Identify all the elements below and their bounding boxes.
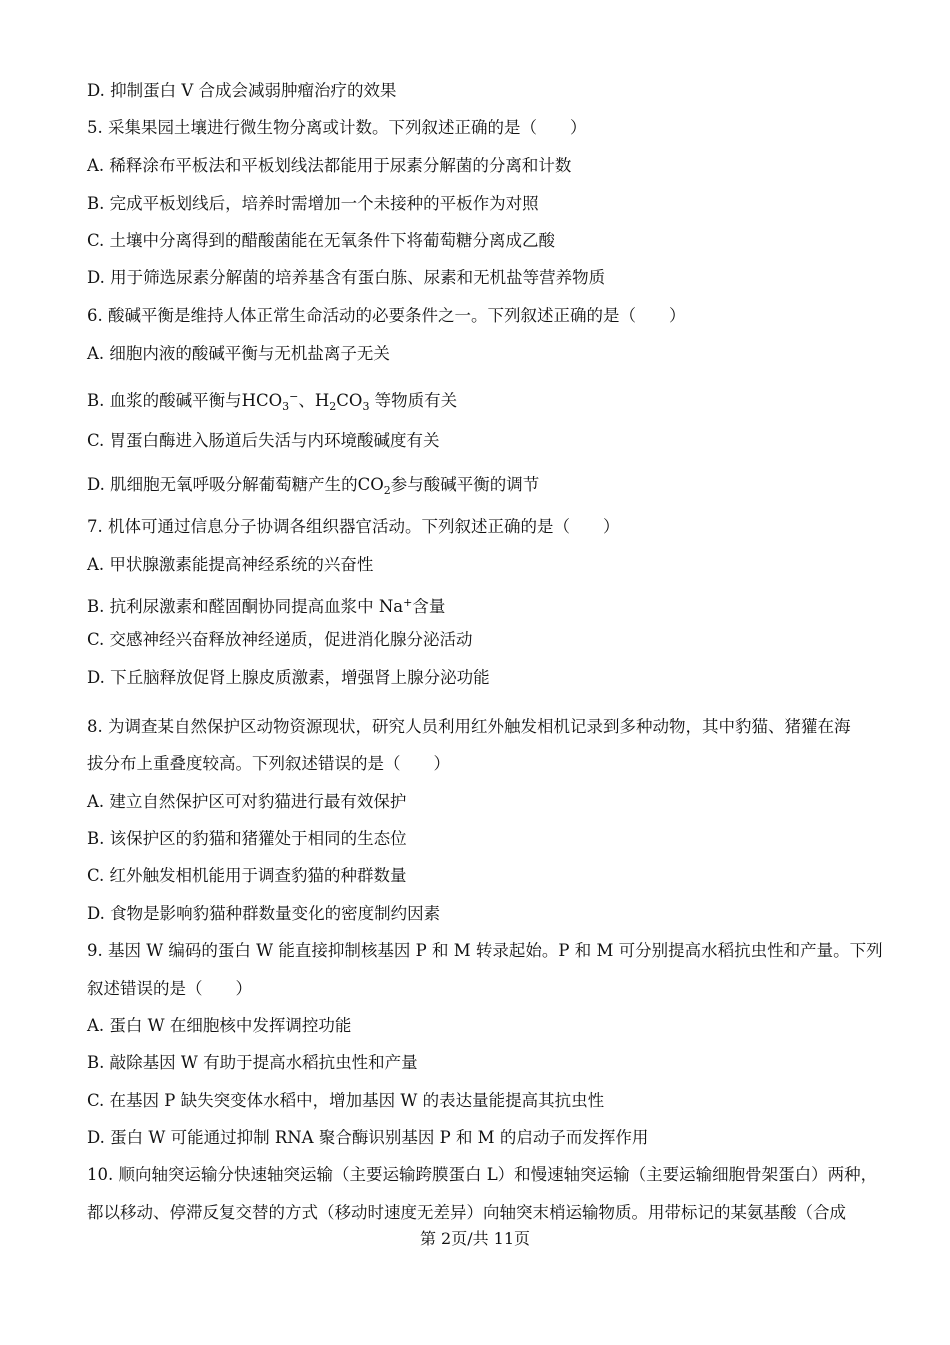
co2-formula: $CO_2$ (357, 475, 391, 497)
q8-stem-line2: 拔分布上重叠度较高。下列叙述错误的是（ ） (87, 754, 450, 773)
page-footer: 第 2页/共 11页 (419, 1229, 531, 1248)
q5-option-b: B. 完成平板划线后，培养时需增加一个未接种的平板作为对照 (87, 194, 539, 213)
q8-option-b: B. 该保护区的豹猫和猪獾处于相同的生态位 (87, 829, 407, 848)
q7-option-d: D. 下丘脑释放促肾上腺皮质激素，增强肾上腺分泌功能 (87, 668, 490, 687)
q9-option-c: C. 在基因 P 缺失突变体水稻中，增加基因 W 的表达量能提高其抗虫性 (87, 1091, 605, 1110)
q6-option-a: A. 细胞内液的酸碱平衡与无机盐离子无关 (87, 344, 390, 363)
q6-option-d (87, 474, 539, 502)
q5-option-a: A. 稀释涂布平板法和平板划线法都能用于尿素分解菌的分离和计数 (87, 156, 572, 175)
q7-option-c: C. 交感神经兴奋释放神经递质，促进消化腺分泌活动 (87, 630, 473, 649)
q6-option-b-suffix: 等物质有关 (369, 391, 458, 410)
q4-option-d: D. 抑制蛋白 V 合成会减弱肿瘤治疗的效果 (87, 81, 397, 100)
q6-option-d-prefix: D. 肌细胞无氧呼吸分解葡萄糖产生的 (87, 475, 358, 494)
q8-option-d: D. 食物是影响豹猫种群数量变化的密度制约因素 (87, 904, 441, 923)
q6-stem: 6. 酸碱平衡是维持人体正常生命活动的必要条件之一。下列叙述正确的是（ ） (87, 306, 686, 325)
q7-option-b: B. 抗利尿激素和醛固酮协同提高血浆中 Na+含量 (87, 596, 446, 616)
q5-option-d: D. 用于筛选尿素分解菌的培养基含有蛋白胨、尿素和无机盐等营养物质 (87, 268, 606, 287)
q6-option-b: B. 血浆的酸碱平衡与$HCO_3^-$、$H_2CO_3$ 等物质有关 (87, 390, 458, 413)
q6-option-d-suffix: 参与酸碱平衡的调节 (390, 475, 540, 494)
q6-option-b-prefix: B. 血浆的酸碱平衡与 (87, 391, 242, 410)
q8-option-c: C. 红外触发相机能用于调查豹猫的种群数量 (87, 866, 407, 885)
q5-option-c: C. 土壤中分离得到的醋酸菌能在无氧条件下将葡萄糖分离成乙酸 (87, 231, 556, 250)
q6-option-c: C. 胃蛋白酶进入肠道后失活与内环境酸碱度有关 (87, 431, 440, 450)
bicarbonate-formula: $HCO_3^-$ (241, 390, 299, 413)
q7-stem: 7. 机体可通过信息分子协调各组织器官活动。下列叙述正确的是（ ） (87, 517, 620, 536)
q9-stem-line1: 9. 基因 W 编码的蛋白 W 能直接抑制核基因 P 和 M 转录起始。P 和 M 可分别提高水稻抗虫性和产量。下列 (87, 941, 883, 960)
q5-stem: 5. 采集果园土壤进行微生物分离或计数。下列叙述正确的是（ ） (87, 118, 587, 137)
q10-stem-line2: 都以移动、停滞反复交替的方式（移动时速度无差异）向轴突末梢运输物质。用带标记的某氨基酸（合成 (87, 1203, 846, 1222)
q9-option-a: A. 蛋白 W 在细胞核中发挥调控功能 (87, 1016, 352, 1035)
q8-option-a: A. 建立自然保护区可对豹猫进行最有效保护 (87, 792, 407, 811)
q10-stem-line1: 10. 顺向轴突运输分快速轴突运输（主要运输跨膜蛋白 L）和慢速轴突运输（主要运输细胞骨架蛋白）两种， (87, 1165, 878, 1184)
q9-stem-line2: 叙述错误的是（ ） (87, 979, 252, 998)
q9-option-d: D. 蛋白 W 可能通过抑制 RNA 聚合酶识别基因 P 和 M 的启动子而发挥作用 (87, 1128, 649, 1147)
sodium-charge: + (403, 596, 413, 609)
carbonic-acid-formula: $H_2CO_3$ (314, 391, 370, 413)
q7-option-a: A. 甲状腺激素能提高神经系统的兴奋性 (87, 555, 374, 574)
q9-option-b: B. 敲除基因 W 有助于提高水稻抗虫性和产量 (87, 1053, 418, 1072)
q8-stem-line1: 8. 为调查某自然保护区动物资源现状，研究人员利用红外触发相机记录到多种动物，其中豹猫、猪獾在海 (87, 717, 851, 736)
